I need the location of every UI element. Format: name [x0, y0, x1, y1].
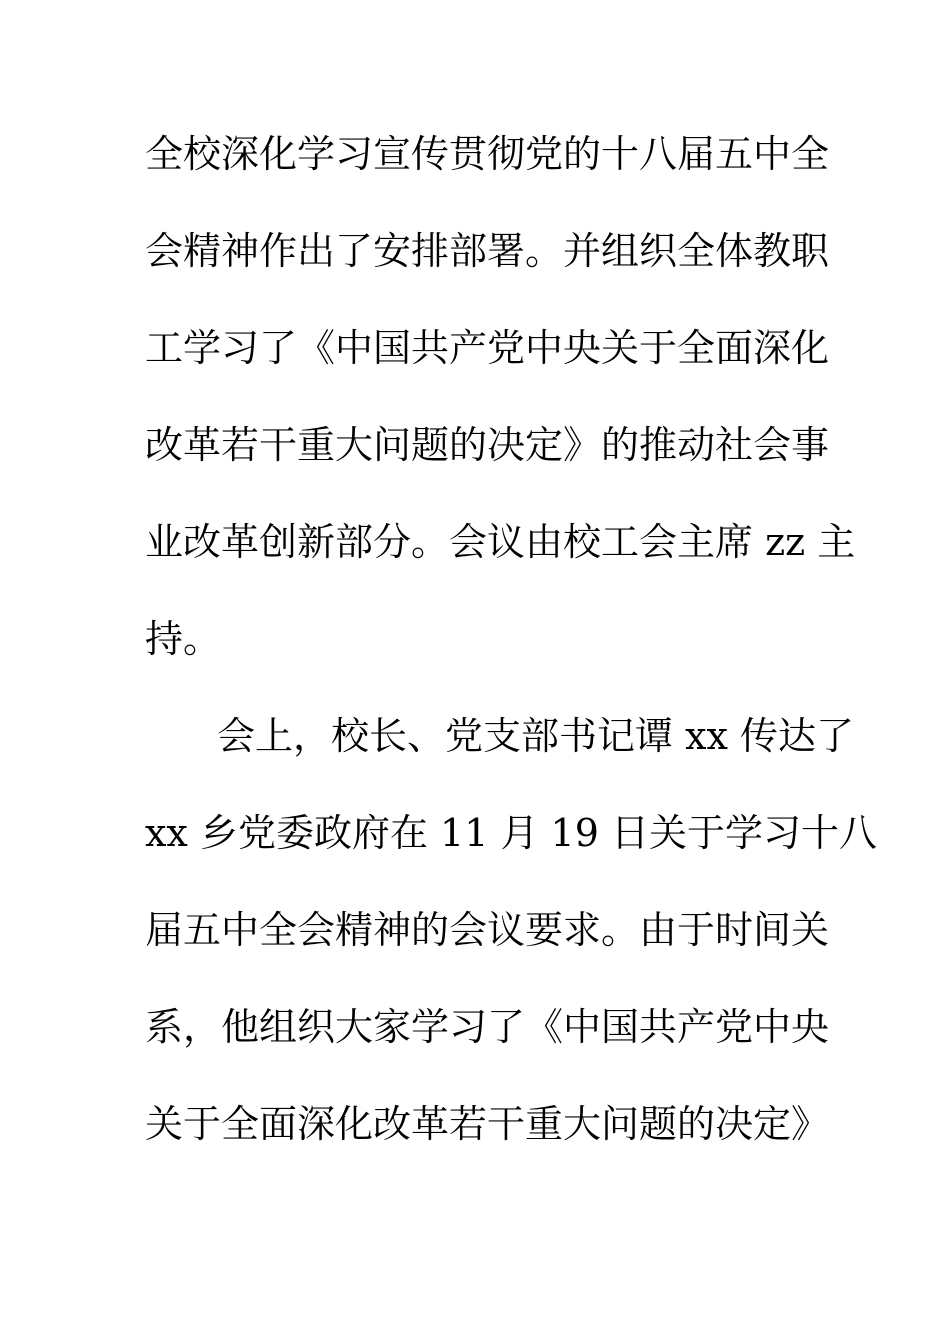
text-line: 会精神作出了安排部署。并组织全体教职	[145, 229, 830, 273]
text-line: 持。	[145, 617, 222, 661]
paragraph-first-line: 会上，校长、党支部书记谭 xx 传达了	[217, 714, 855, 758]
text-line: 届五中全会精神的会议要求。由于时间关	[145, 908, 830, 952]
text-line: xx 乡党委政府在 11 月 19 日关于学习十八	[145, 811, 877, 855]
text-line: 全校深化学习宣传贯彻党的十八届五中全	[145, 132, 830, 176]
text-line: 业改革创新部分。会议由校工会主席 zz 主	[145, 520, 856, 564]
body-text	[145, 126, 877, 1193]
text-line: 工学习了《中国共产党中央关于全面深化	[145, 326, 830, 370]
text-line: 改革若干重大问题的决定》的推动社会事	[145, 423, 830, 467]
text-line: 关于全面深化改革若干重大问题的决定》	[145, 1102, 830, 1146]
text-line: 系，他组织大家学习了《中国共产党中央	[145, 1005, 830, 1049]
